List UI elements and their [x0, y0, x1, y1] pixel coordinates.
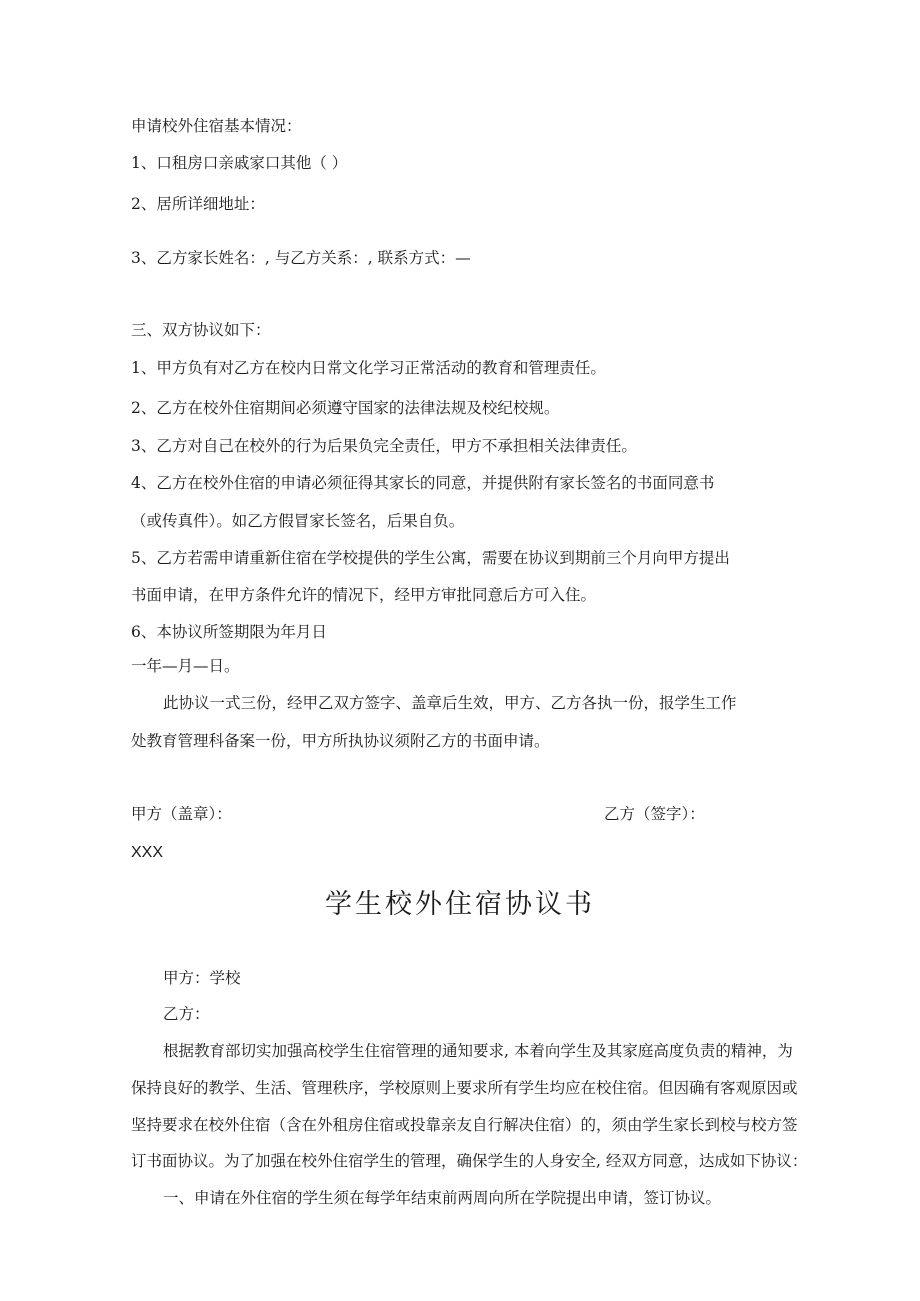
party-b-name: 乙方： — [163, 1005, 210, 1023]
agreement-item-2: 2、乙方在校外住宿期间必须遵守国家的法律法规及校纪校规。 — [131, 399, 560, 417]
agreement-item-5: 5、乙方若需申请重新住宿在学校提供的学生公寓，需要在协议到期前三个月向甲方提出 — [131, 549, 730, 567]
closing-paragraph-line-1: 此协议一式三份，经甲乙双方签字、盖章后生效，甲方、乙方各执一份，报学生工作 — [163, 694, 737, 712]
agreement-item-4-cont: （或传真件）。如乙方假冒家长签名，后果自负。 — [131, 512, 465, 530]
closing-paragraph-line-2: 处教育管理科备案一份，甲方所执协议须附乙方的书面申请。 — [131, 732, 550, 750]
agreement-term-date: 一年—月—日。 — [131, 657, 240, 675]
party-b-signature-label: 乙方（签字）： — [604, 805, 705, 823]
parent-info-item: 3、乙方家长姓名：, 与乙方关系：, 联系方式：— — [131, 249, 471, 267]
placeholder-xxx: XXX — [131, 844, 164, 861]
party-a-name: 甲方：学校 — [163, 969, 241, 987]
address-item: 2、居所详细地址： — [131, 195, 265, 213]
agreement-item-1: 1、甲方负有对乙方在校内日常文化学习正常活动的教育和管理责任。 — [131, 359, 606, 377]
agreement-item-5-cont: 书面申请，在甲方条件允许的情况下，经甲方审批同意后方可入住。 — [131, 586, 597, 604]
intro-paragraph-line-1: 根据教育部切实加强高校学生住宿管理的通知要求, 本着向学生及其家庭高度负责的精神，为 — [163, 1042, 793, 1060]
party-a-signature-label: 甲方（盖章）： — [131, 805, 232, 823]
document-title: 学生校外住宿协议书 — [325, 889, 595, 920]
intro-paragraph-line-3: 坚持要求在校外住宿（含在外租房住宿或投靠亲友自行解决住宿）的，须由学生家长到校与校方签 — [131, 1116, 798, 1134]
intro-paragraph-line-2: 保持良好的教学、生活、管理秩序，学校原则上要求所有学生均应在校住宿。但因确有客观原因或 — [131, 1079, 798, 1097]
agreement-item-4: 4、乙方在校外住宿的申请必须征得其家长的同意，并提供附有家长签名的书面同意书 — [131, 474, 715, 492]
intro-paragraph-line-4: 订书面协议。为了加强在校外住宿学生的管理，确保学生的人身安全, 经双方同意，达成如下协议： — [131, 1152, 808, 1170]
agreement-item-6: 6、本协议所签期限为年月日 — [131, 623, 327, 641]
basic-info-heading: 申请校外住宿基本情况： — [131, 117, 302, 135]
section-3-heading: 三、双方协议如下： — [131, 321, 271, 339]
clause-1: 一、申请在外住宿的学生须在每学年结束前两周向所在学院提出申请，签订协议。 — [163, 1189, 722, 1207]
agreement-item-3: 3、乙方对自己在校外的行为后果负完全责任，甲方不承担相关法律责任。 — [131, 437, 637, 455]
accommodation-type-item: 1、口租房口亲戚家口其他（ ） — [131, 154, 348, 172]
